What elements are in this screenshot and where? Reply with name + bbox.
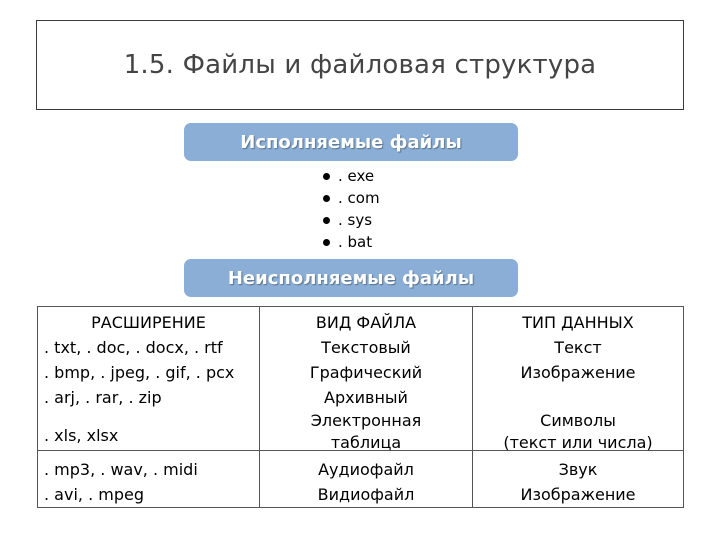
bullet-icon bbox=[323, 239, 330, 246]
table-cell: Архивный bbox=[324, 388, 408, 407]
executable-files-label: Исполняемые файлы bbox=[240, 131, 462, 153]
extension-com: . com bbox=[338, 189, 380, 207]
table-cell: . bmp, . jpeg, . gif, . pcx bbox=[44, 363, 235, 382]
table-cell: таблица bbox=[330, 433, 402, 452]
table-cell: Изображение bbox=[520, 485, 636, 504]
table-cell: Символы bbox=[540, 411, 616, 430]
bullet-icon bbox=[323, 217, 330, 224]
table-cell: . txt, . doc, . docx, . rtf bbox=[44, 338, 223, 357]
table-cell: Текстовый bbox=[321, 338, 411, 357]
table-cell: Графический bbox=[309, 363, 423, 382]
table-cell: . mp3, . wav, . midi bbox=[44, 460, 198, 479]
list-item bbox=[323, 165, 443, 187]
table-cell: . arj, . rar, . zip bbox=[44, 388, 162, 407]
table-cell: Звук bbox=[558, 460, 598, 479]
list-item bbox=[323, 209, 443, 231]
title-box bbox=[36, 20, 684, 110]
table-cell: Текст bbox=[554, 338, 602, 357]
bullet-icon bbox=[323, 195, 330, 202]
header-file-kind: ВИД ФАЙЛА bbox=[315, 313, 417, 332]
extension-column bbox=[38, 307, 260, 507]
table-cell: Электронная bbox=[310, 411, 422, 430]
data-type-column bbox=[473, 307, 683, 507]
file-types-table bbox=[37, 306, 684, 508]
header-data-type: ТИП ДАННЫХ bbox=[522, 313, 634, 332]
header-extension: РАСШИРЕНИЕ bbox=[91, 313, 206, 332]
table-cell: Аудиофайл bbox=[318, 460, 414, 479]
file-kind-column bbox=[260, 307, 473, 507]
executable-files-heading bbox=[184, 123, 518, 161]
table-cell: Видиофайл bbox=[317, 485, 415, 504]
list-item bbox=[323, 187, 443, 209]
extension-sys: . sys bbox=[338, 211, 373, 229]
page-title: 1.5. Файлы и файловая структура bbox=[123, 50, 597, 80]
nonexecutable-files-heading bbox=[184, 259, 518, 297]
bullet-icon bbox=[323, 173, 330, 180]
table-cell: . xls, xlsx bbox=[44, 426, 119, 445]
extension-bat: . bat bbox=[338, 233, 373, 251]
table-cell: Изображение bbox=[520, 363, 636, 382]
executable-extensions-list bbox=[323, 165, 443, 253]
list-item bbox=[323, 231, 443, 253]
nonexecutable-files-label: Неисполняемые файлы bbox=[227, 267, 475, 289]
table-cell: (текст или числа) bbox=[503, 433, 653, 452]
table-cell: . avi, . mpeg bbox=[44, 485, 144, 504]
extension-exe: . exe bbox=[338, 167, 375, 185]
